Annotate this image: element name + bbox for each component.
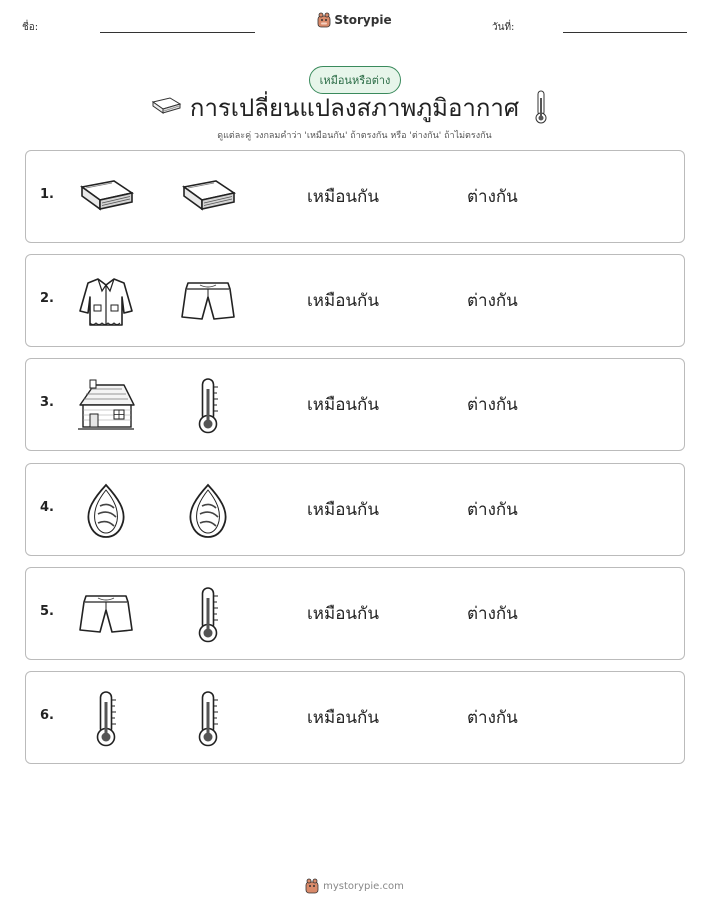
brand [0,12,709,28]
book-icon [150,96,182,122]
thermometer-icon [76,690,136,748]
question-row [25,463,685,556]
instructions: ดูแต่ละคู่ วงกลมคำว่า 'เหมือนกัน' ถ้าตรงกัน หรือ 'ต่างกัน' ถ้าไม่ตรงกัน [217,131,492,141]
answer-same[interactable]: เหมือนกัน [307,708,379,728]
house-icon [76,377,136,435]
thermometer-icon [178,377,238,435]
name-label: ชื่อ: [22,22,39,33]
name-line[interactable] [100,32,255,33]
brand-name: Storypie [334,13,392,27]
question-row [25,358,685,451]
question-number: 2. [40,291,54,306]
coat-icon [76,273,136,331]
storypie-logo-icon [317,12,331,28]
thermometer-icon [178,690,238,748]
answer-same[interactable]: เหมือนกัน [307,291,379,311]
question-number: 4. [40,500,54,515]
footer [0,878,709,894]
answer-same[interactable]: เหมือนกัน [307,187,379,207]
question-number: 5. [40,604,54,619]
leaf-icon [178,482,238,540]
question-row [25,671,685,764]
question-row [25,567,685,660]
question-number: 6. [40,708,54,723]
question-number: 1. [40,187,54,202]
shorts-icon [76,586,136,644]
category-badge: เหมือนหรือต่าง [309,66,401,94]
title-row [0,88,709,127]
answer-same[interactable]: เหมือนกัน [307,500,379,520]
question-number: 3. [40,395,54,410]
answer-different[interactable]: ต่างกัน [467,604,518,624]
thermometer-icon [534,90,548,128]
answer-same[interactable]: เหมือนกัน [307,604,379,624]
shorts-icon [178,273,238,331]
question-row [25,150,685,243]
answer-different[interactable]: ต่างกัน [467,395,518,415]
answer-different[interactable]: ต่างกัน [467,500,518,520]
book-icon [178,169,238,227]
leaf-icon [76,482,136,540]
question-row [25,254,685,347]
book-icon [76,169,136,227]
answer-different[interactable]: ต่างกัน [467,708,518,728]
answer-different[interactable]: ต่างกัน [467,187,518,207]
answer-same[interactable]: เหมือนกัน [307,395,379,415]
page-title: การเปลี่ยนแปลงสภาพภูมิอากาศ [189,94,520,122]
date-label: วันที่: [492,22,515,33]
storypie-logo-icon [305,878,319,894]
answer-different[interactable]: ต่างกัน [467,291,518,311]
footer-url: mystorypie.com [323,880,404,892]
date-line[interactable] [563,32,687,33]
thermometer-icon [178,586,238,644]
